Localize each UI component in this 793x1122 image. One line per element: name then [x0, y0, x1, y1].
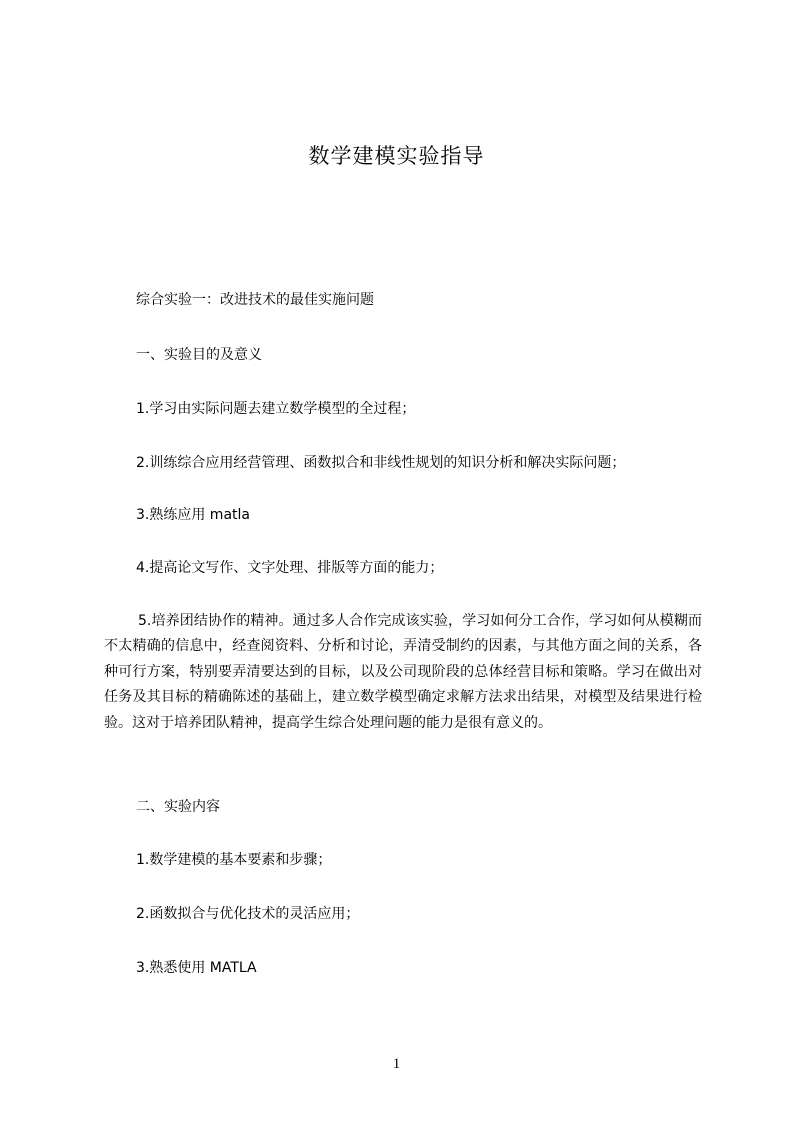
content-item-1: 1.数学建模的基本要素和步骤； — [136, 852, 332, 868]
purpose-item-4: 4.提高论文写作、文字处理、排版等方面的能力； — [136, 560, 444, 576]
purpose-item-5-paragraph: 5.培养团结协作的精神。通过多人合作完成该实验，学习如何分工合作，学习如何从模糊而不太精确的信息中，经查阅资料、分析和讨论，弄清受制约的因素，与其他方面之间的关系，各种可行方案，特别要弄清要达到的目标，以及公司现阶段的总体经营目标和策略。学习在做出对任务及其目标的精确陈述的基础上，建立数学模型确定求解方法求出结果，对模型及结果进行检验。这对于培养团队精神，提高学生综合处理问题的能力是很有意义的。 — [104, 613, 702, 731]
section-heading-content: 二、实验内容 — [136, 799, 220, 815]
purpose-item-1: 1.学习由实际问题去建立数学模型的全过程； — [136, 401, 416, 417]
purpose-item-2: 2.训练综合应用经营管理、函数拟合和非线性规划的知识分析和解决实际问题； — [136, 455, 626, 471]
experiment-heading: 综合实验一：改进技术的最佳实施问题 — [136, 292, 374, 308]
content-item-3: 3.熟悉使用 MATLA — [136, 960, 257, 976]
page-number: 1 — [392, 1056, 401, 1072]
section-heading-purpose: 一、实验目的及意义 — [136, 347, 262, 363]
content-item-2: 2.函数拟合与优化技术的灵活应用； — [136, 906, 360, 922]
purpose-item-3: 3.熟练应用 matla — [136, 507, 250, 523]
document-title: 数学建模实验指导 — [308, 144, 485, 168]
